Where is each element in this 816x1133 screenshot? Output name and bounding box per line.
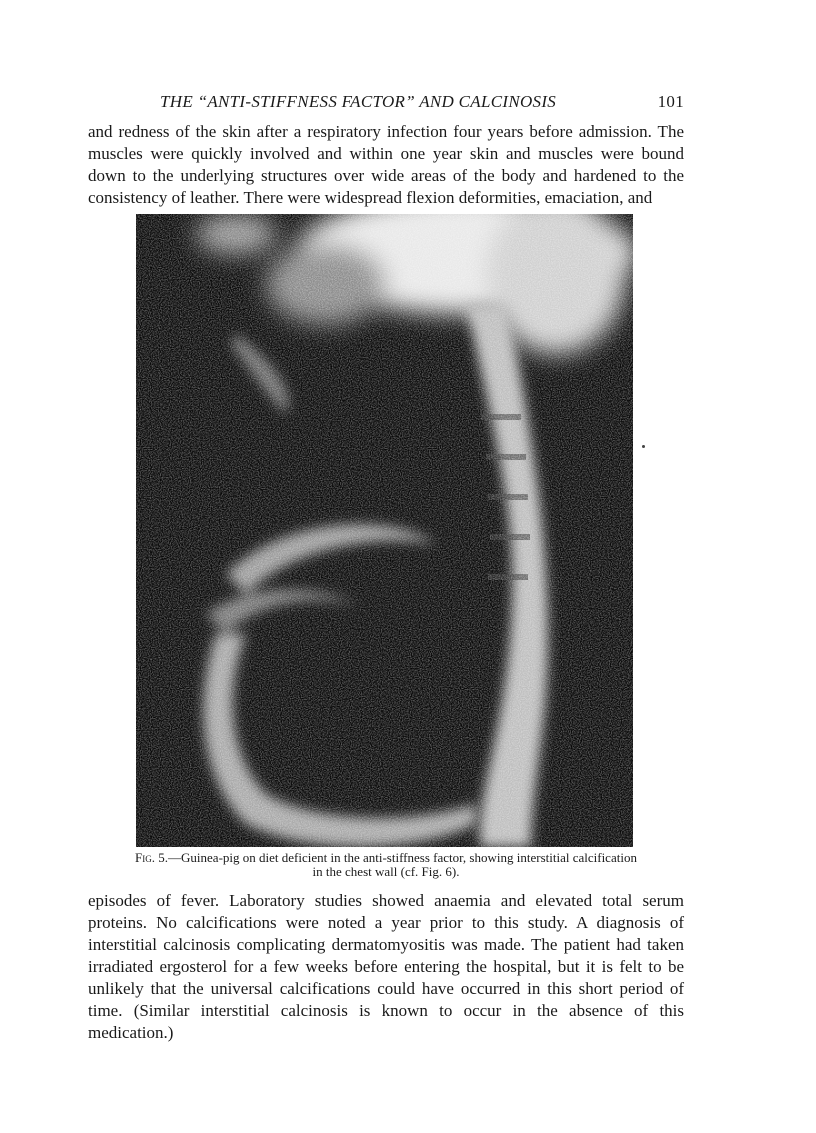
dust-speck: [642, 445, 645, 448]
paragraph-bottom: episodes of fever. Laboratory studies showed anaemia and elevated total serum proteins. No calcifications were noted a year prior to this study. A diagnosis of interstitial calcinosis complicating dermatomyositis was made. The patient had taken irradiated ergosterol for a few weeks before entering the hospital, but it is felt to be unlikely that the universal calcifications could have occurred in this short period of time. (Similar interstitial calcinosis is known to occur in the absence of this medication.): [88, 891, 684, 1042]
running-head: [88, 92, 684, 116]
paragraph-top: and redness of the skin after a respiratory infection four years before admission. The muscles were quickly involved and within one year skin and muscles were bound down to the underlying structures over wide areas of the body and hardened to the consistency of leather. There were widespread flexion deformities, emaciation, and: [88, 122, 684, 207]
figure-label: Fig. 5.: [135, 850, 169, 865]
xray-figure: [136, 214, 633, 847]
page-number: 101: [657, 92, 684, 111]
xray-image: [136, 214, 633, 847]
figure-caption-text: —Guinea-pig on diet deficient in the anti-stiffness factor, showing interstitial calcification in the chest wall (cf. Fig. 6).: [168, 850, 637, 879]
running-title: THE “ANTI-STIFFNESS FACTOR” AND CALCINOSIS: [160, 92, 557, 111]
figure-caption: [130, 851, 642, 879]
